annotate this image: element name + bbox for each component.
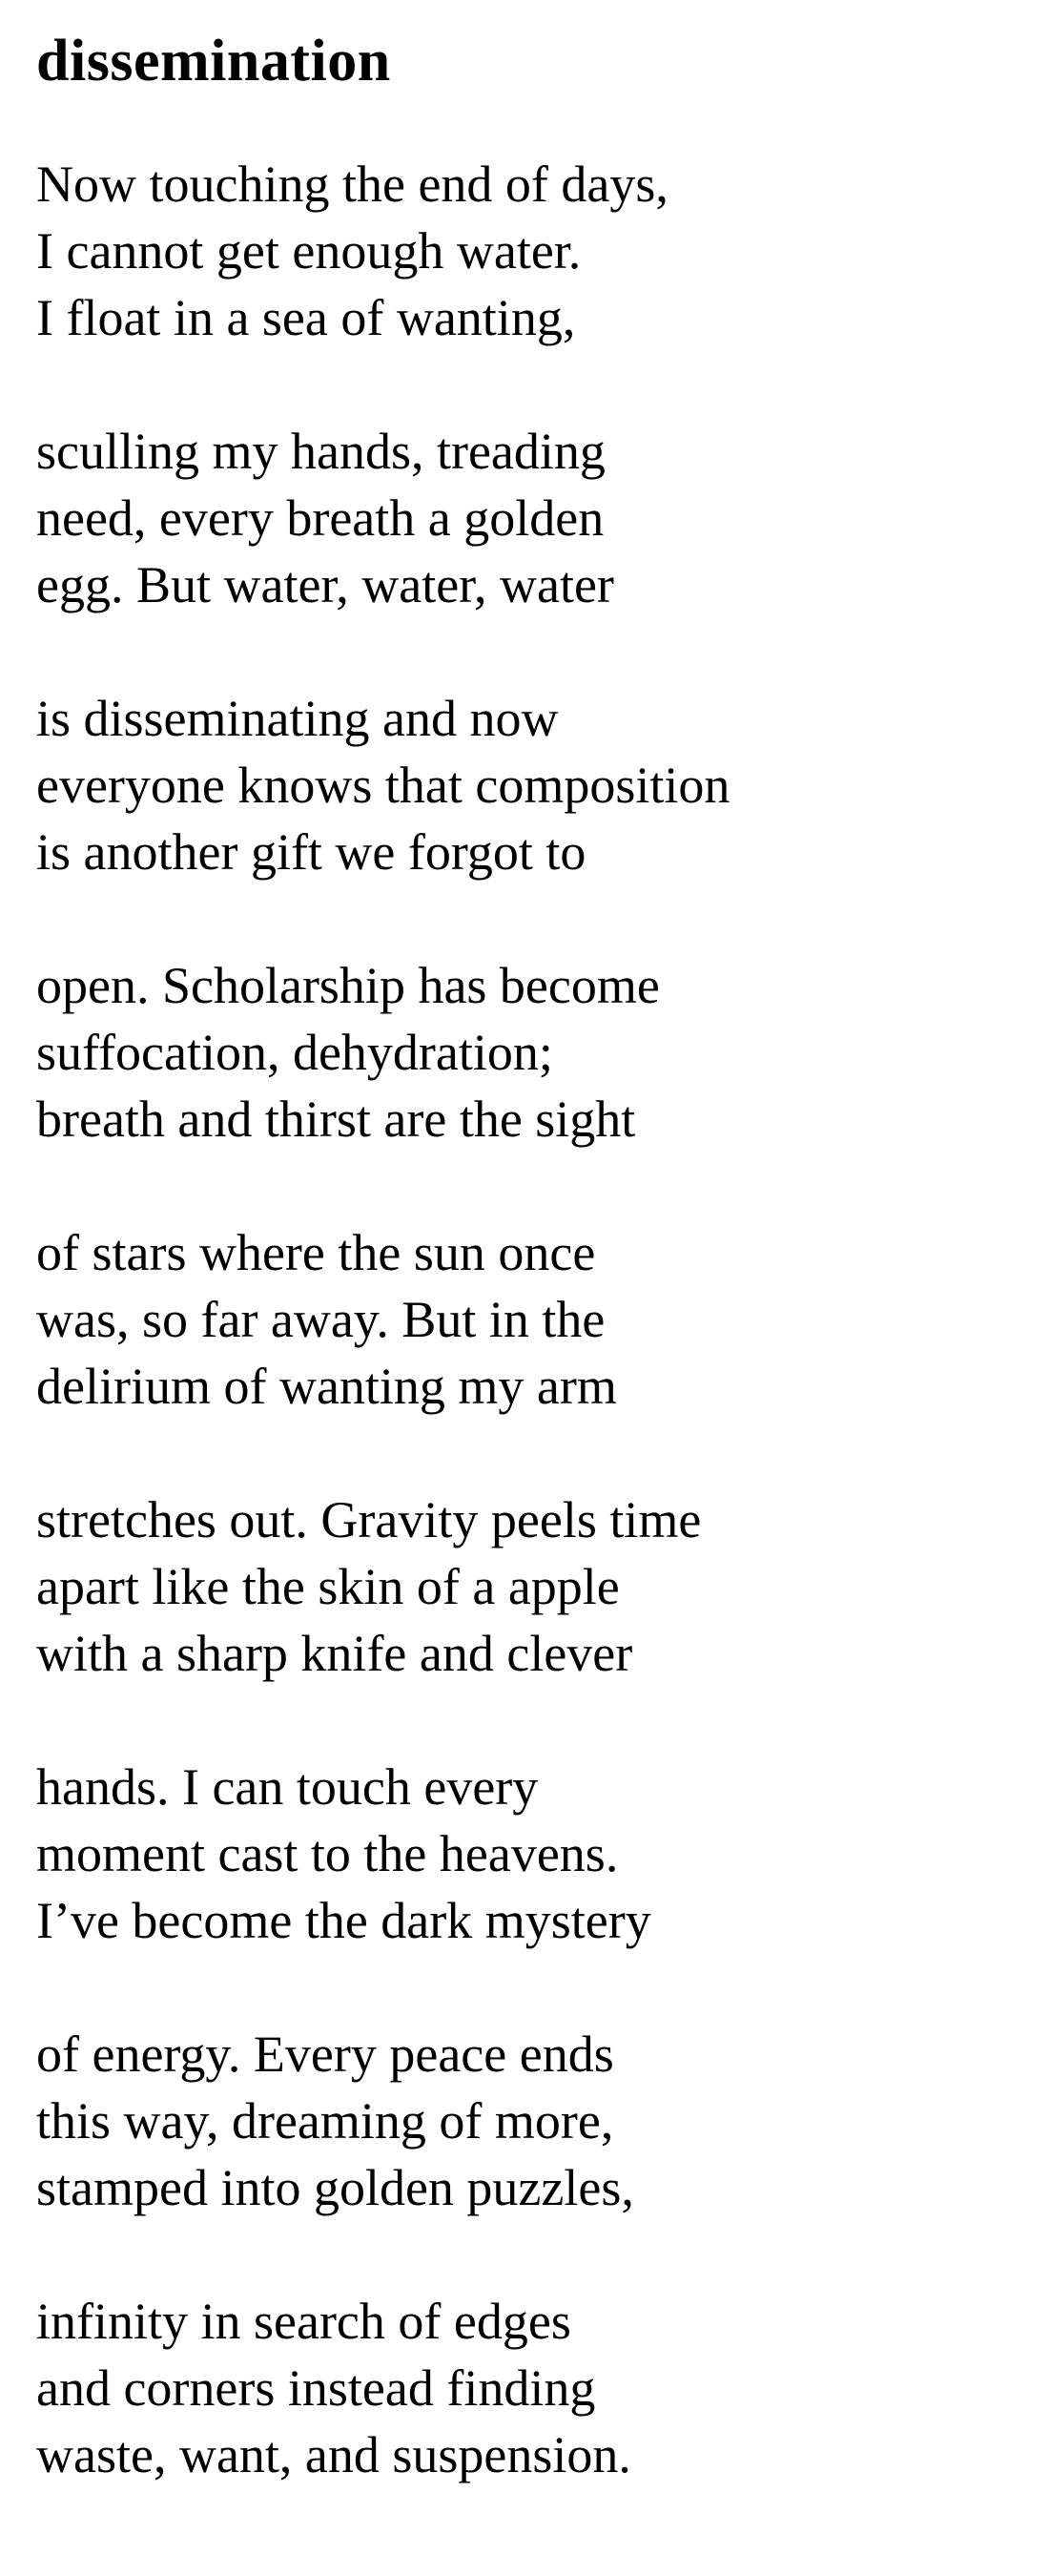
poem-line: of energy. Every peace ends (36, 2025, 614, 2083)
poem-line: this way, dreaming of more, (36, 2092, 614, 2150)
poem (36, 0, 1018, 2555)
poem-title: dissemination (36, 29, 391, 93)
poem-line: and corners instead finding (36, 2359, 596, 2417)
stanza (36, 952, 1018, 1153)
stanza (36, 1486, 1018, 1687)
poem-line: everyone knows that composition (36, 757, 730, 814)
poem-line: Now touching the end of days, (36, 156, 668, 213)
poem-line: with a sharp knife and clever (36, 1625, 633, 1682)
poem-line: open. Scholarship has become (36, 957, 660, 1014)
poem-line: suffocation, dehydration; (36, 1024, 553, 1081)
stanza (36, 418, 1018, 618)
poem-line: I float in a sea of wanting, (36, 289, 576, 346)
poem-line: apart like the skin of a apple (36, 1558, 620, 1615)
poem-line: is another gift we forgot to (36, 823, 586, 881)
stanza (36, 1219, 1018, 1420)
poem-line: stretches out. Gravity peels time (36, 1491, 702, 1548)
poem-line: waste, want, and suspension. (36, 2426, 631, 2483)
poem-line: was, so far away. But in the (36, 1291, 606, 1348)
stanza (36, 1754, 1018, 1954)
poem-line: moment cast to the heavens. (36, 1825, 619, 1882)
poem-line: stamped into golden puzzles, (36, 2159, 634, 2216)
stanza (36, 2288, 1018, 2488)
stanza (36, 2021, 1018, 2221)
poem-line: I’ve become the dark mystery (36, 1892, 651, 1949)
stanza (36, 151, 1018, 351)
poem-line: is disseminating and now (36, 690, 559, 747)
poem-line: egg. But water, water, water (36, 556, 614, 613)
poem-line: need, every breath a golden (36, 489, 605, 547)
stanza (36, 685, 1018, 885)
poem-line: of stars where the sun once (36, 1224, 596, 1281)
poem-body (36, 151, 1018, 2488)
poem-line: hands. I can touch every (36, 1758, 539, 1816)
poem-line: sculling my hands, treading (36, 423, 606, 480)
poem-line: infinity in search of edges (36, 2293, 571, 2350)
poem-line: delirium of wanting my arm (36, 1358, 617, 1415)
poem-line: breath and thirst are the sight (36, 1091, 636, 1148)
poem-line: I cannot get enough water. (36, 222, 582, 280)
